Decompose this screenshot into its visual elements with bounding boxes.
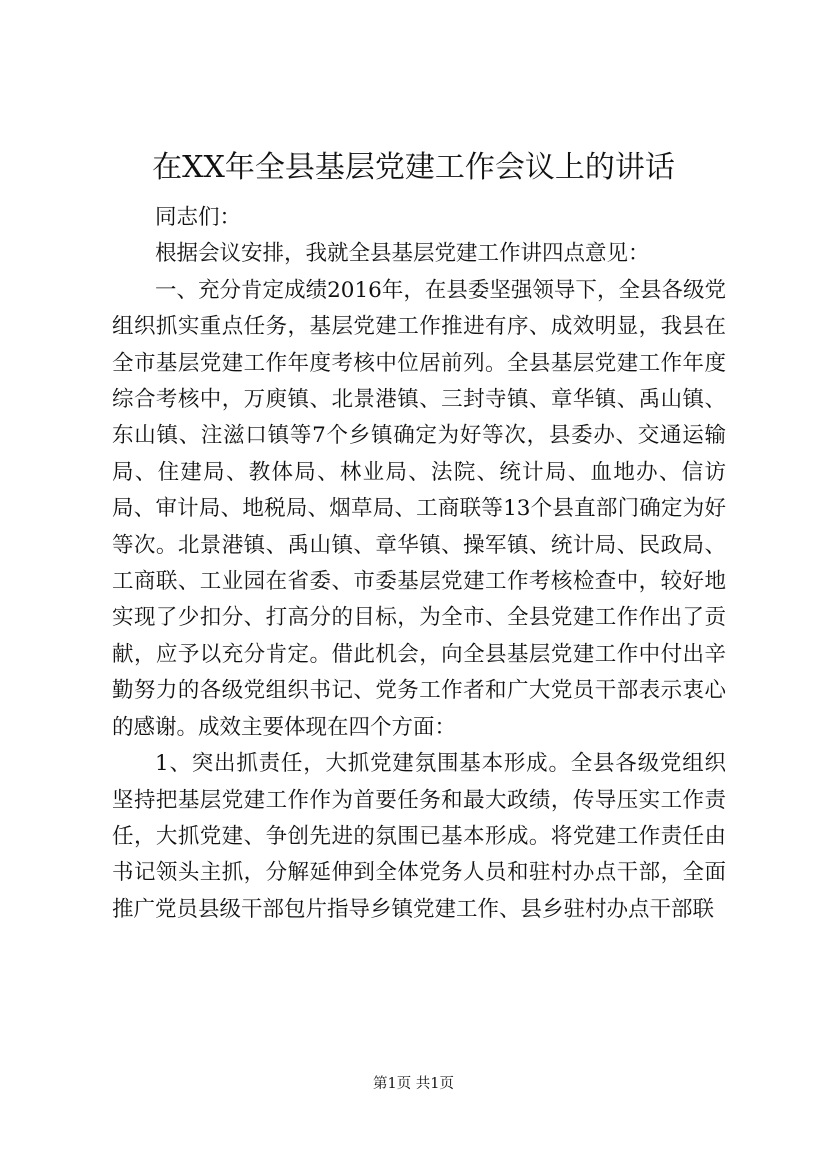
paragraph-section-one: 一、充分肯定成绩2016年，在县委坚强领导下，全县各级党组织抓实重点任务，基层党建工作推进有序、成效明显，我县在全市基层党建工作年度考核中位居前列。全县基层党建工作年度综合考核中，万庾镇、北景港镇、三封寺镇、章华镇、禹山镇、东山镇、注滋口镇等7个乡镇确定为好等次，县委办、交通运输局、住建局、教体局、林业局、法院、统计局、血地办、信访局、审计局、地税局、烟草局、工商联等13个县直部门确定为好等次。北景港镇、禹山镇、章华镇、操军镇、统计局、民政局、工商联、工业园在省委、市委基层党建工作考核检查中，较好地实现了少扣分、打高分的目标，为全市、全县党建工作作出了贡献，应予以充分肯定。借此机会，向全县基层党建工作中付出辛勤努力的各级党组织书记、党务工作者和广大党员干部表示衷心的感谢。成效主要体现在四个方面： xyxy=(112,277,726,740)
paragraph-intro: 根据会议安排，我就全县基层党建工作讲四点意见： xyxy=(155,241,650,267)
salutation: 同志们： xyxy=(155,205,242,230)
document-title: 在XX年全县基层党建工作会议上的讲话 xyxy=(152,150,675,185)
paragraph-point-one: 1、突出抓责任，大抓党建氛围基本形成。全县各级党组织坚持把基层党建工作作为首要任务和最大政绩，传导压实工作责任，大抓党建、争创先进的氛围已基本形成。将党建工作责任由书记领头主抓，分解延伸到全体党务人员和驻村办点干部，全面推广党员县级干部包片指导乡镇党建工作、县乡驻村办点干部联 xyxy=(112,751,726,922)
document-body xyxy=(112,200,726,928)
page-footer: 第1页 共1页 xyxy=(372,1076,455,1092)
